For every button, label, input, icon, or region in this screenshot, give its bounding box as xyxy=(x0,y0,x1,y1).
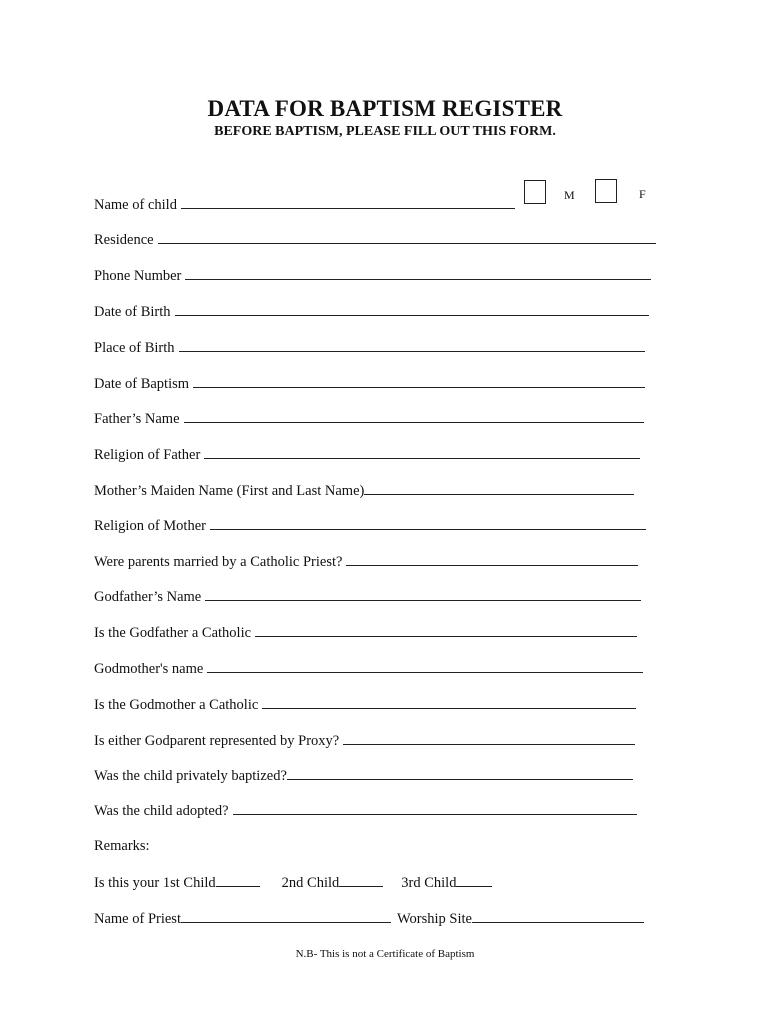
remarks-label: Remarks: xyxy=(94,838,150,854)
name-of-child-row xyxy=(94,196,515,214)
religion-of-mother-field[interactable] xyxy=(210,517,646,530)
place-of-birth-row xyxy=(94,339,645,357)
fathers-name-label: Father’s Name xyxy=(94,411,180,427)
phone-number-label: Phone Number xyxy=(94,268,182,284)
worship-site-label: Worship Site xyxy=(396,911,472,927)
godmother-catholic-field[interactable] xyxy=(262,696,636,709)
third-child-field[interactable] xyxy=(456,874,492,887)
child-order-row xyxy=(94,874,492,892)
second-child-label: 2nd Child xyxy=(281,875,340,891)
parents-married-label: Were parents married by a Catholic Priest? xyxy=(94,554,343,570)
female-label: F xyxy=(639,187,646,201)
residence-label: Residence xyxy=(94,232,154,248)
name-of-child-label: Name of child xyxy=(94,197,177,213)
religion-of-father-field[interactable] xyxy=(204,446,640,459)
fathers-name-row xyxy=(94,410,644,428)
date-of-baptism-field[interactable] xyxy=(193,375,645,388)
priest-site-row xyxy=(94,910,644,928)
worship-site-field[interactable] xyxy=(472,910,644,923)
godparent-proxy-field[interactable] xyxy=(343,732,635,745)
parents-married-row xyxy=(94,553,638,571)
privately-baptized-row xyxy=(94,767,633,785)
religion-of-mother-label: Religion of Mother xyxy=(94,518,206,534)
godfather-catholic-label: Is the Godfather a Catholic xyxy=(94,625,252,641)
mothers-maiden-name-field[interactable] xyxy=(364,482,634,495)
godfathers-name-row xyxy=(94,588,641,606)
name-of-child-field[interactable] xyxy=(181,196,515,209)
name-of-priest-label: Name of Priest xyxy=(94,911,181,927)
godparent-proxy-label: Is either Godparent represented by Proxy? xyxy=(94,733,340,749)
godmother-catholic-label: Is the Godmother a Catholic xyxy=(94,697,259,713)
date-of-baptism-label: Date of Baptism xyxy=(94,376,190,392)
godmothers-name-label: Godmother's name xyxy=(94,661,204,677)
first-child-label: Is this your 1st Child xyxy=(94,875,216,891)
third-child-label: 3rd Child xyxy=(401,875,457,891)
mothers-maiden-name-row xyxy=(94,482,634,500)
residence-field[interactable] xyxy=(158,231,656,244)
godmothers-name-row xyxy=(94,660,643,678)
religion-of-father-label: Religion of Father xyxy=(94,447,201,463)
godmother-catholic-row xyxy=(94,696,636,714)
godparent-proxy-row xyxy=(94,732,635,750)
privately-baptized-field[interactable] xyxy=(287,767,633,780)
date-of-baptism-row xyxy=(94,375,645,393)
mothers-maiden-name-label: Mother’s Maiden Name (First and Last Name) xyxy=(94,483,365,499)
remarks-row xyxy=(94,838,150,855)
godfather-catholic-row xyxy=(94,624,637,642)
privately-baptized-label: Was the child privately baptized? xyxy=(94,768,287,784)
phone-number-row xyxy=(94,267,651,285)
residence-row xyxy=(94,231,656,249)
first-child-field[interactable] xyxy=(216,874,260,887)
place-of-birth-label: Place of Birth xyxy=(94,340,175,356)
name-of-priest-field[interactable] xyxy=(181,910,391,923)
date-of-birth-label: Date of Birth xyxy=(94,304,171,320)
female-checkbox[interactable] xyxy=(595,179,617,203)
godfather-catholic-field[interactable] xyxy=(255,624,637,637)
male-checkbox[interactable] xyxy=(524,180,546,204)
child-adopted-row xyxy=(94,802,637,820)
fathers-name-field[interactable] xyxy=(184,410,644,423)
footer-note: N.B- This is not a Certificate of Baptism xyxy=(295,948,475,960)
godfathers-name-label: Godfather’s Name xyxy=(94,589,202,605)
godmothers-name-field[interactable] xyxy=(207,660,643,673)
place-of-birth-field[interactable] xyxy=(179,339,645,352)
parents-married-field[interactable] xyxy=(346,553,638,566)
religion-of-mother-row xyxy=(94,517,646,535)
form-subtitle: BEFORE BAPTISM, PLEASE FILL OUT THIS FORM. xyxy=(214,124,556,139)
date-of-birth-row xyxy=(94,303,649,321)
male-label: M xyxy=(564,188,575,202)
child-adopted-field[interactable] xyxy=(233,802,637,815)
second-child-field[interactable] xyxy=(339,874,383,887)
godfathers-name-field[interactable] xyxy=(205,588,641,601)
child-adopted-label: Was the child adopted? xyxy=(94,803,229,819)
religion-of-father-row xyxy=(94,446,640,464)
form-title: DATA FOR BAPTISM REGISTER xyxy=(207,96,563,121)
date-of-birth-field[interactable] xyxy=(175,303,649,316)
phone-number-field[interactable] xyxy=(185,267,651,280)
